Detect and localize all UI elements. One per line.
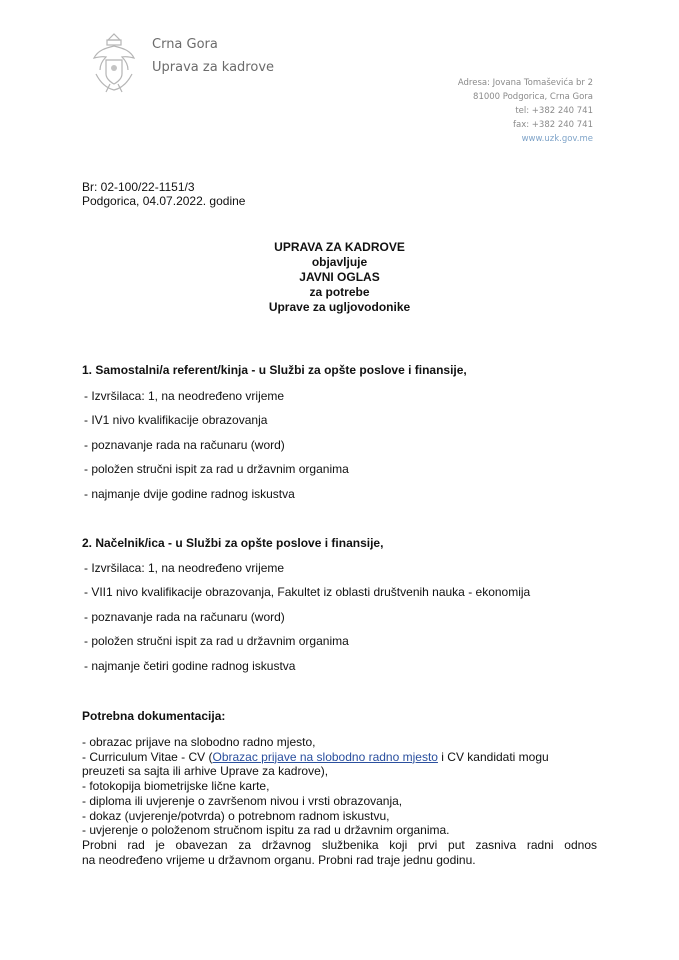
list-item: - najmanje dvije godine radnog iskustva xyxy=(84,487,295,501)
doc-item: - obrazac prijave na slobodno radno mjesto, xyxy=(82,735,316,749)
application-form-link[interactable]: Obrazac prijave na slobodno radno mjesto xyxy=(212,749,438,764)
list-item: - Izvršilaca: 1, na neodređeno vrijeme xyxy=(84,561,285,575)
city-line: 81000 Podgorica, Crna Gora xyxy=(473,92,593,102)
documentation-heading: Potrebna dokumentacija: xyxy=(82,709,226,723)
address-line: Adresa: Jovana Tomaševića br 2 xyxy=(457,78,593,88)
probation-text-line-1: Probni rad je obavezan za državnog službenika koji prvi put zasniva radni odnos xyxy=(82,837,597,852)
list-item: - poznavanje rada na računaru (word) xyxy=(84,438,285,452)
contact-block xyxy=(458,76,593,146)
doc-item-cv xyxy=(82,750,597,765)
list-item: - položen stručni ispit za rad u državnim organima xyxy=(84,462,349,476)
org-name-agency: Uprava za kadrove xyxy=(152,60,275,75)
doc-item-cv-suffix: i CV kandidati mogu xyxy=(437,749,549,764)
documentation-list xyxy=(82,735,597,867)
doc-item: - dokaz (uvjerenje/potvrda) o potrebnom radnom iskustvu, xyxy=(82,808,390,823)
position-2-heading: 2. Načelnik/ica - u Službi za opšte poslove i finansije, xyxy=(82,536,384,550)
list-item: - poznavanje rada na računaru (word) xyxy=(84,610,285,624)
fax-line: fax: +382 240 741 xyxy=(513,120,593,130)
doc-item-cv-prefix: - Curriculum Vitae - CV ( xyxy=(82,749,213,764)
coat-of-arms-logo xyxy=(86,30,142,94)
title-line-1: UPRAVA ZA KADROVE xyxy=(274,240,405,254)
title-line-3: JAVNI OGLAS xyxy=(299,270,380,284)
doc-item-cv-cont: preuzeti sa sajta ili arhive Uprave za kadrove), xyxy=(82,764,329,779)
probation-text-line-2: na neodređeno vrijeme u državnom organu. Probni rad traje jednu godinu. xyxy=(82,852,476,867)
list-item: - najmanje četiri godine radnog iskustva xyxy=(84,659,296,673)
doc-item: - diploma ili uvjerenje o završenom nivou i vrsti obrazovanja, xyxy=(82,793,403,808)
doc-item: - fotokopija biometrijske lične karte, xyxy=(82,779,270,794)
reference-block xyxy=(82,180,245,208)
org-name-country: Crna Gora xyxy=(152,37,218,52)
list-item: - VII1 nivo kvalifikacije obrazovanja, Fakultet iz oblasti društvenih nauka - ekonomija xyxy=(84,585,531,599)
announcement-title xyxy=(0,240,679,315)
title-line-4: za potrebe xyxy=(309,285,370,299)
list-item: - Izvršilaca: 1, na neodređeno vrijeme xyxy=(84,389,285,403)
title-line-5: Uprave za ugljovodonike xyxy=(268,300,411,314)
reference-number: Br: 02-100/22-1151/3 xyxy=(82,180,195,194)
doc-item: - uvjerenje o položenom stručnom ispitu za rad u državnim organima. xyxy=(82,823,450,838)
place-date: Podgorica, 04.07.2022. godine xyxy=(82,194,246,208)
phone-line: tel: +382 240 741 xyxy=(515,106,593,116)
list-item: - IV1 nivo kvalifikacije obrazovanja xyxy=(84,413,268,427)
list-item: - položen stručni ispit za rad u državnim organima xyxy=(84,634,349,648)
title-line-2: objavljuje xyxy=(311,255,368,269)
position-1-heading: 1. Samostalni/a referent/kinja - u Službi za opšte poslove i finansije, xyxy=(82,363,467,377)
website-link[interactable]: www.uzk.gov.me xyxy=(521,134,593,144)
